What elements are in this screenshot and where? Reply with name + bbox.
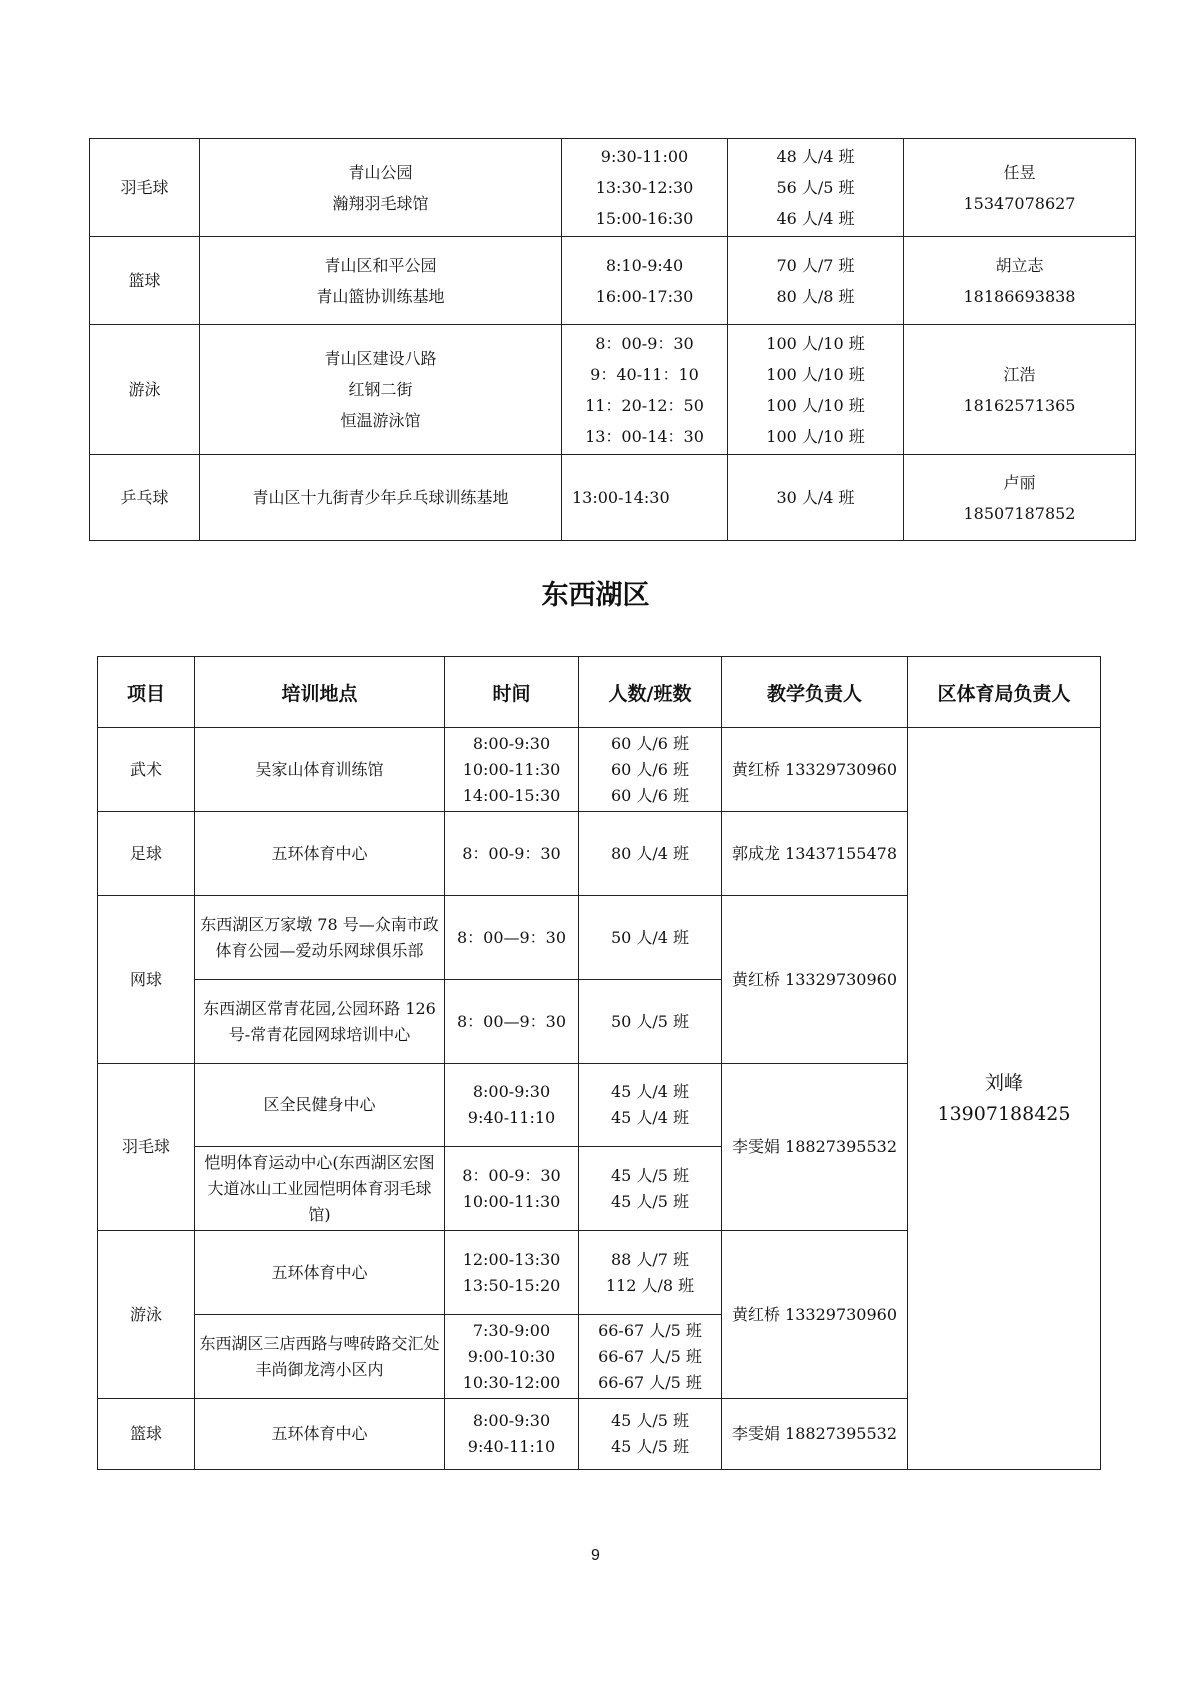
teacher-cell: 郭成龙 13437155478 bbox=[722, 812, 908, 896]
time-cell: 8:10-9:40 16:00-17:30 bbox=[562, 237, 728, 325]
dongxihu-table bbox=[97, 656, 1101, 1470]
location-cell: 青山区建设八路 红钢二街 恒温游泳馆 bbox=[200, 325, 562, 455]
classes-cell: 50 人/4 班 bbox=[579, 896, 722, 980]
classes-cell: 45 人/5 班 45 人/5 班 bbox=[579, 1147, 722, 1231]
header-teacher: 教学负责人 bbox=[722, 657, 908, 728]
location-cell: 东西湖区三店西路与啤砖路交汇处丰尚御龙湾小区内 bbox=[195, 1315, 445, 1399]
location-cell: 吴家山体育训练馆 bbox=[195, 728, 445, 812]
sport-cell: 游泳 bbox=[98, 1231, 195, 1399]
table-row bbox=[90, 237, 1136, 325]
location-cell: 青山区十九街青少年乒乓球训练基地 bbox=[200, 455, 562, 541]
time-cell: 8:00-9:30 9:40-11:10 bbox=[445, 1399, 579, 1470]
sport-cell: 足球 bbox=[98, 812, 195, 896]
location-cell: 青山区和平公园 青山篮协训练基地 bbox=[200, 237, 562, 325]
location-cell: 青山公园 瀚翔羽毛球馆 bbox=[200, 139, 562, 237]
teacher-cell: 李雯娟 18827395532 bbox=[722, 1399, 908, 1470]
classes-cell: 70 人/7 班 80 人/8 班 bbox=[728, 237, 904, 325]
contact-cell: 江浩 18162571365 bbox=[904, 325, 1136, 455]
bureau-leader-cell: 刘峰 13907188425 bbox=[908, 728, 1101, 1470]
classes-cell: 100 人/10 班 100 人/10 班 100 人/10 班 100 人/10 班 bbox=[728, 325, 904, 455]
classes-cell: 50 人/5 班 bbox=[579, 980, 722, 1064]
teacher-cell: 李雯娟 18827395532 bbox=[722, 1064, 908, 1231]
classes-cell: 30 人/4 班 bbox=[728, 455, 904, 541]
time-cell: 9:30-11:00 13:30-12:30 15:00-16:30 bbox=[562, 139, 728, 237]
location-cell: 区全民健身中心 bbox=[195, 1064, 445, 1147]
time-cell: 8：00-9：30 10:00-11:30 bbox=[445, 1147, 579, 1231]
sport-cell: 乒乓球 bbox=[90, 455, 200, 541]
table-row bbox=[90, 455, 1136, 541]
header-bureau-leader: 区体育局负责人 bbox=[908, 657, 1101, 728]
sport-cell: 网球 bbox=[98, 896, 195, 1064]
time-cell: 8:00-9:30 10:00-11:30 14:00-15:30 bbox=[445, 728, 579, 812]
teacher-cell: 黄红桥 13329730960 bbox=[722, 1231, 908, 1399]
classes-cell: 88 人/7 班 112 人/8 班 bbox=[579, 1231, 722, 1315]
classes-cell: 80 人/4 班 bbox=[579, 812, 722, 896]
qingshan-table bbox=[89, 138, 1136, 541]
table-row bbox=[90, 325, 1136, 455]
time-cell: 8：00—9：30 bbox=[445, 896, 579, 980]
table-row bbox=[98, 728, 1101, 812]
section-title: 东西湖区 bbox=[541, 580, 650, 611]
table-row bbox=[90, 139, 1136, 237]
classes-cell: 45 人/5 班 45 人/5 班 bbox=[579, 1399, 722, 1470]
time-cell: 8：00-9：30 bbox=[445, 812, 579, 896]
teacher-cell: 黄红桥 13329730960 bbox=[722, 728, 908, 812]
sport-cell: 游泳 bbox=[90, 325, 200, 455]
sport-cell: 羽毛球 bbox=[90, 139, 200, 237]
classes-cell: 60 人/6 班 60 人/6 班 60 人/6 班 bbox=[579, 728, 722, 812]
time-cell: 7:30-9:00 9:00-10:30 10:30-12:00 bbox=[445, 1315, 579, 1399]
header-classes: 人数/班数 bbox=[579, 657, 722, 728]
page-number: 9 bbox=[591, 1547, 600, 1564]
classes-cell: 45 人/4 班 45 人/4 班 bbox=[579, 1064, 722, 1147]
sport-cell: 篮球 bbox=[90, 237, 200, 325]
header-time: 时间 bbox=[445, 657, 579, 728]
teacher-cell: 黄红桥 13329730960 bbox=[722, 896, 908, 1064]
classes-cell: 66-67 人/5 班 66-67 人/5 班 66-67 人/5 班 bbox=[579, 1315, 722, 1399]
location-cell: 恺明体育运动中心(东西湖区宏图大道冰山工业园恺明体育羽毛球馆) bbox=[195, 1147, 445, 1231]
header-location: 培训地点 bbox=[195, 657, 445, 728]
contact-cell: 卢丽 18507187852 bbox=[904, 455, 1136, 541]
location-cell: 五环体育中心 bbox=[195, 1231, 445, 1315]
contact-cell: 任昱 15347078627 bbox=[904, 139, 1136, 237]
location-cell: 五环体育中心 bbox=[195, 1399, 445, 1470]
sport-cell: 篮球 bbox=[98, 1399, 195, 1470]
time-cell: 8:00-9:30 9:40-11:10 bbox=[445, 1064, 579, 1147]
location-cell: 东西湖区万家墩 78 号—众南市政体育公园—爱动乐网球俱乐部 bbox=[195, 896, 445, 980]
location-cell: 东西湖区常青花园,公园环路 126 号-常青花园网球培训中心 bbox=[195, 980, 445, 1064]
time-cell: 8：00-9：30 9：40-11：10 11：20-12：50 13：00-14：30 bbox=[562, 325, 728, 455]
classes-cell: 48 人/4 班 56 人/5 班 46 人/4 班 bbox=[728, 139, 904, 237]
time-cell: 8：00—9：30 bbox=[445, 980, 579, 1064]
time-cell: 13:00-14:30 bbox=[562, 455, 728, 541]
location-cell: 五环体育中心 bbox=[195, 812, 445, 896]
sport-cell: 羽毛球 bbox=[98, 1064, 195, 1231]
table-header-row bbox=[98, 657, 1101, 728]
header-sport: 项目 bbox=[98, 657, 195, 728]
contact-cell: 胡立志 18186693838 bbox=[904, 237, 1136, 325]
sport-cell: 武术 bbox=[98, 728, 195, 812]
time-cell: 12:00-13:30 13:50-15:20 bbox=[445, 1231, 579, 1315]
